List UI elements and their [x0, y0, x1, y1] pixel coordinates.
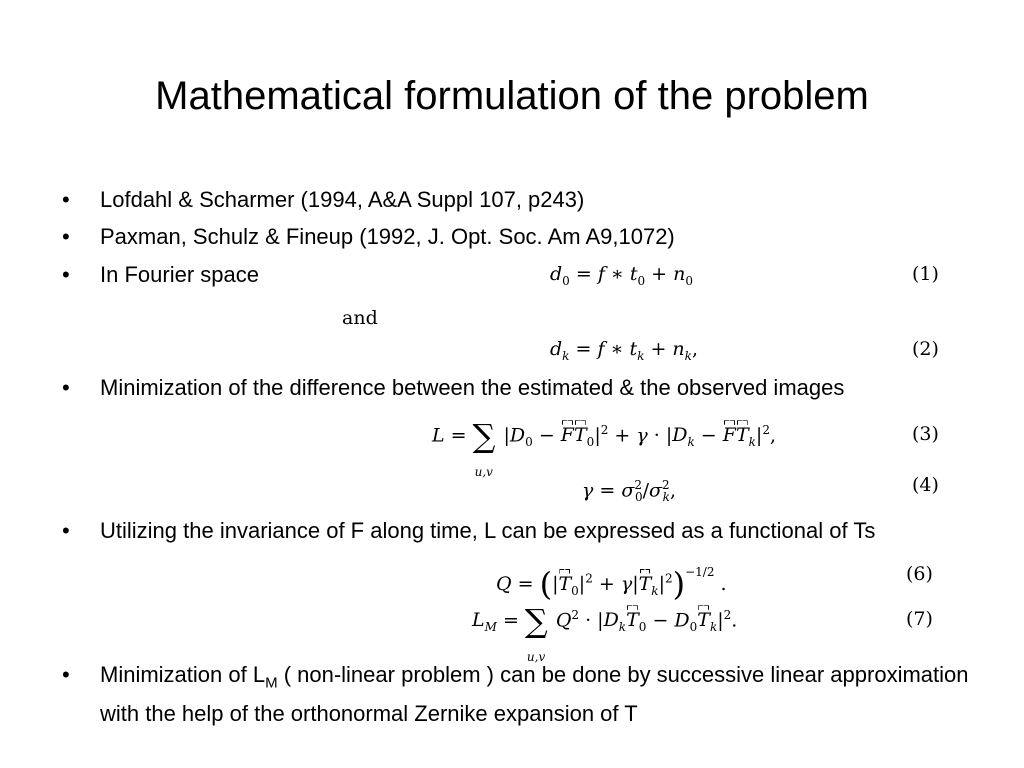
bullet-marker: • — [62, 518, 70, 543]
bullet-item — [62, 259, 500, 290]
equation-2: $d_k = f$ ∗ $t_k + n_k$, — [550, 338, 698, 363]
bullet-item — [62, 515, 980, 546]
bullet-text: Minimization of the difference between the estimated & the observed images — [100, 375, 845, 400]
equation-1-number: (1) — [912, 263, 939, 285]
and-label: and — [342, 307, 378, 329]
bullet-marker: • — [62, 262, 70, 287]
equation-7-number: (7) — [906, 608, 933, 630]
equation-1: $d_0 = f$ ∗ $t_0 + n_0$ — [550, 263, 694, 288]
bullet-item — [62, 184, 980, 215]
summation-symbol: ∑ u,v — [525, 609, 548, 633]
bullet-text: Paxman, Schulz & Fineup (1992, J. Opt. Soc. Am A9,1072) — [100, 224, 675, 249]
bullet-item — [62, 372, 980, 403]
bullet-subscript: M — [265, 674, 278, 692]
summation-index: u,v — [474, 465, 493, 480]
bullet-text: Lofdahl & Scharmer (1994, A&A Suppl 107, p243) — [100, 187, 585, 212]
bullet-text: In Fourier space — [100, 262, 259, 287]
summation-symbol: ∑ u,v — [473, 424, 496, 448]
bullet-marker: • — [62, 662, 70, 687]
slide-title: Mathematical formulation of the problem — [155, 74, 869, 118]
equation-2-number: (2) — [912, 338, 939, 360]
bullet-text-after: ( non-linear problem ) can be done by successive linear approximation with the help of the orthonormal Zernike expansion of T — [100, 662, 969, 727]
equation-4-number: (4) — [912, 474, 939, 496]
equation-6: $Q = (|T_0|^2 + \gamma|T_k|^2)^{-1/2}$ . — [496, 565, 727, 603]
bullet-marker: • — [62, 224, 70, 249]
equation-3: L = ∑ u,v $|D_0 - FT_0|^2 + \gamma \cdot |D_k - FT_k|^2$, — [432, 418, 776, 454]
bullet-text — [100, 659, 980, 729]
bullet-marker: • — [62, 187, 70, 212]
equation-3-number: (3) — [912, 423, 939, 445]
bullet-text-before: Minimization of L — [100, 662, 266, 687]
equation-7: $L_M$ = ∑ u,v $Q^2 \cdot |D_kT_0 - D_0T_k|^2$. — [472, 603, 737, 639]
equation-4: $\gamma = \sigma^2_0/\sigma^2_k$, — [582, 478, 676, 505]
bullet-text: Utilizing the invariance of F along time, L can be expressed as a functional of Ts — [100, 518, 876, 543]
bullet-item — [62, 659, 980, 729]
bullet-item — [62, 221, 980, 252]
summation-index: u,v — [526, 650, 546, 665]
equation-6-number: (6) — [906, 563, 933, 585]
bullet-marker: • — [62, 375, 70, 400]
